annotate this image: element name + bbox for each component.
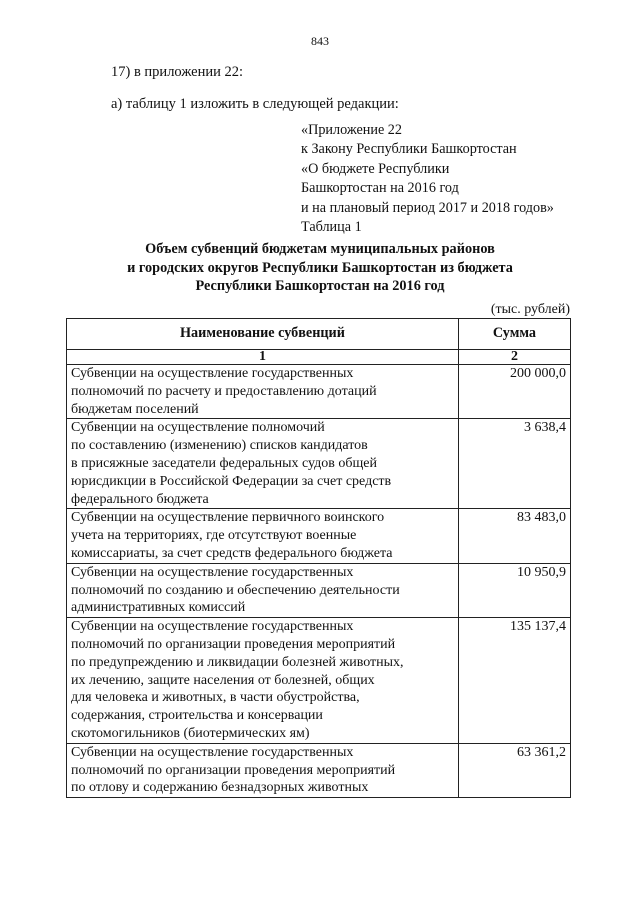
column-number: 2 [458, 350, 570, 365]
table-row [67, 509, 571, 563]
header-name: Наименование субвенций [67, 319, 459, 350]
header-amount: Сумма [458, 319, 570, 350]
table-row [67, 365, 571, 419]
subvention-name-line: бюджетам поселений [71, 401, 199, 417]
subvention-amount: 63 361,2 [458, 743, 570, 797]
subvention-name-line: по предупреждению и ликвидации болезней животных, [71, 654, 404, 670]
subvention-name-line: их лечению, защите населения от болезней, общих [71, 672, 375, 688]
column-number-row [67, 350, 571, 365]
subvention-name-line: по составлению (изменению) списков кандидатов [71, 438, 368, 454]
subvention-name-line: полномочий по созданию и обеспечению деятельности [71, 582, 400, 598]
appendix-line: и на плановый период 2017 и 2018 годов» [301, 199, 554, 216]
subvention-amount: 10 950,9 [458, 563, 570, 617]
table-row [67, 419, 571, 509]
subvention-name [67, 419, 459, 509]
amendment-item: 17) в приложении 22: [111, 64, 244, 80]
table-row [67, 563, 571, 617]
subvention-name-line: полномочий по расчету и предоставлению дотаций [71, 383, 377, 399]
subvention-name [67, 563, 459, 617]
subvention-name-line: Субвенции на осуществление государственных [71, 619, 354, 635]
subvention-name-line: Субвенции на осуществление государственных [71, 366, 354, 381]
appendix-line: «Приложение 22 [301, 122, 402, 138]
subvention-name-line: по отлову и содержанию безнадзорных животных [71, 780, 369, 796]
table-row [67, 743, 571, 797]
appendix-line: к Закону Республики Башкортостан [301, 141, 517, 158]
subvention-amount: 200 000,0 [458, 365, 570, 419]
subvention-name-line: юрисдикции в Российской Федерации за счет средств [71, 473, 392, 489]
table-title [66, 240, 574, 296]
units-label: (тыс. рублей) [490, 302, 570, 317]
subvention-name-line: полномочий по организации проведения мероприятий [71, 762, 396, 778]
page-number: 843 [311, 34, 329, 48]
column-number: 1 [67, 350, 459, 365]
subvention-name [67, 618, 459, 744]
subventions-table [66, 318, 571, 798]
title-line: Объем субвенций бюджетам муниципальных районов [145, 241, 495, 257]
subvention-name-line: в присяжные заседатели федеральных судов общей [71, 455, 378, 471]
amendment-subitem: а) таблицу 1 изложить в следующей редакции: [111, 96, 399, 112]
subvention-name-line: административных комиссий [71, 600, 246, 616]
appendix-header [301, 121, 554, 237]
subvention-name-line: полномочий по организации проведения мероприятий [71, 636, 396, 652]
subvention-name-line: федерального бюджета [71, 491, 209, 507]
appendix-line: Таблица 1 [301, 219, 362, 236]
subvention-name-line: Субвенции на осуществление государственных [71, 564, 354, 580]
title-line: и городских округов Республики Башкортостан из бюджета [127, 259, 513, 276]
subvention-amount: 135 137,4 [458, 618, 570, 744]
subvention-name-line: Субвенции на осуществление государственных [71, 744, 354, 760]
subvention-name-line: комиссариаты, за счет средств федерального бюджета [71, 545, 393, 561]
subvention-name-line: для человека и животных, в части обустройства, [71, 690, 360, 706]
table-row [67, 618, 571, 744]
subvention-name-line: содержания, строительства и консервации [71, 708, 323, 724]
subvention-name-line: Субвенции на осуществление полномочий [71, 420, 325, 436]
subvention-amount: 3 638,4 [458, 419, 570, 509]
appendix-line: «О бюджете Республики [301, 160, 450, 177]
title-line: Республики Башкортостан на 2016 год [195, 278, 445, 294]
appendix-line: Башкортостан на 2016 год [301, 180, 459, 197]
subvention-name-line: скотомогильников (биотермических ям) [71, 725, 310, 741]
subvention-name-line: учета на территориях, где отсутствуют военные [71, 528, 357, 544]
table-header-row [67, 319, 571, 350]
subvention-name-line: Субвенции на осуществление первичного воинского [71, 510, 385, 526]
subvention-amount: 83 483,0 [458, 509, 570, 563]
subvention-name [67, 509, 459, 563]
subvention-name [67, 365, 459, 419]
subvention-name [67, 743, 459, 797]
